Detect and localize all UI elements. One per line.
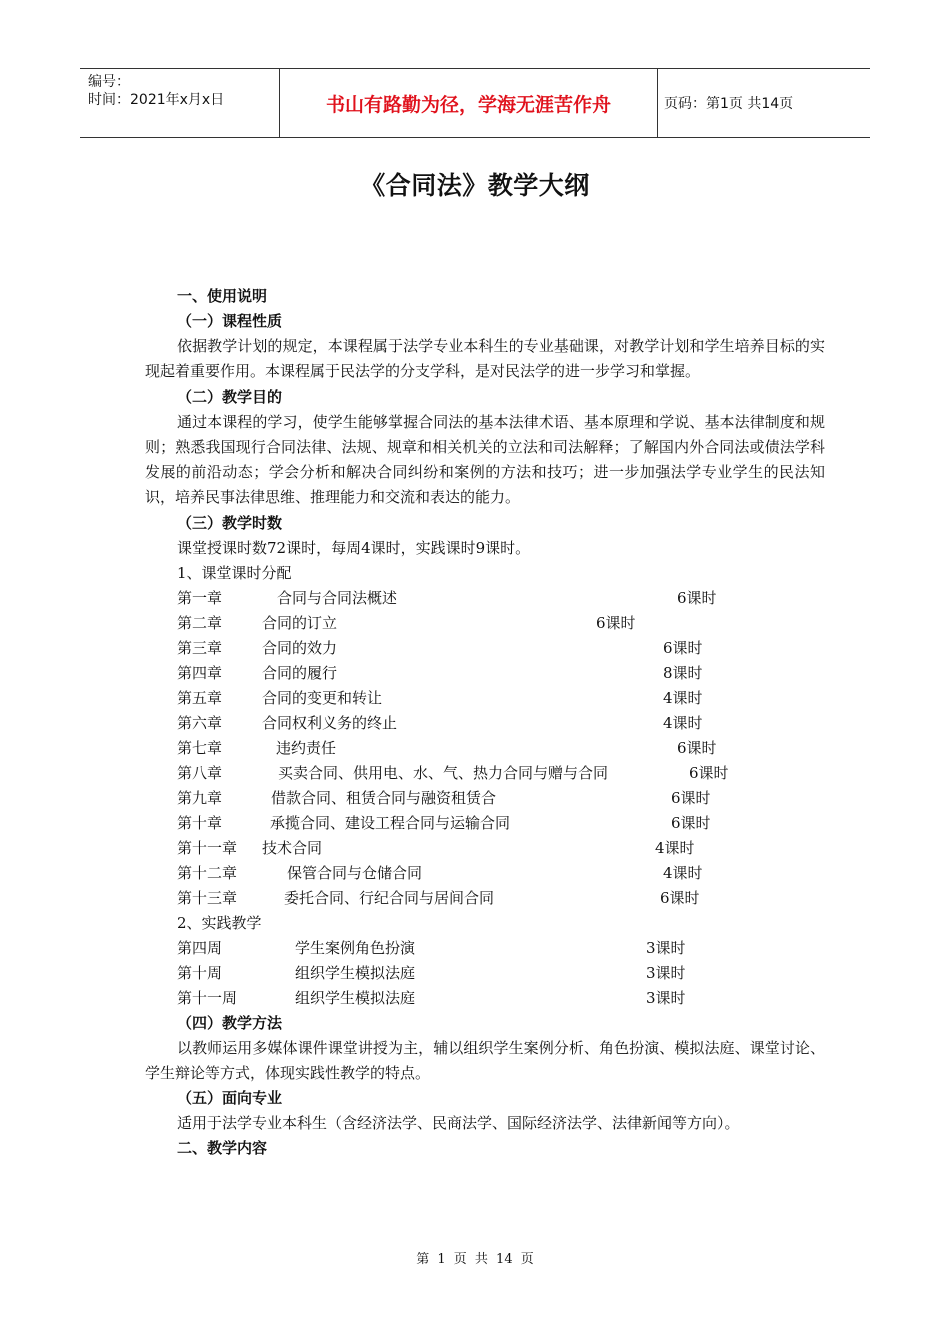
practice-name: 组织学生模拟法庭 [295,988,416,1007]
subsection-heading: （一）课程性质 [177,312,283,330]
chapter-hours: 6课时 [671,788,711,807]
chapter-number: 第十二章 [177,863,238,882]
list-heading: 1、课堂课时分配 [177,563,292,582]
chapter-name: 合同权利义务的终止 [262,713,398,732]
chapter-row [145,786,825,811]
chapter-row [145,611,825,636]
practice-week: 第十周 [177,963,223,982]
chapter-row [145,861,825,886]
practice-row [145,986,825,1011]
chapter-name: 合同的变更和转让 [262,688,383,707]
chapter-row [145,836,825,861]
chapter-row [145,636,825,661]
chapter-name: 保管合同与仓储合同 [287,863,423,882]
paragraph: 依据教学计划的规定，本课程属于法学专业本科生的专业基础课，对教学计划和学生培养目标的实现起着重要作用。本课程属于民法学的分支学科，是对民法学的进一步学习和掌握。 [145,337,825,381]
subsection-heading: （四）教学方法 [177,1013,283,1032]
chapter-number: 第九章 [177,788,223,807]
chapter-number: 第八章 [177,763,223,782]
document-body [145,284,825,1161]
chapter-name: 合同的效力 [262,638,338,657]
document-header [80,68,870,138]
chapter-name: 合同与合同法概述 [277,588,398,607]
subsection-heading: （二）教学目的 [177,387,283,406]
chapter-number: 第一章 [177,588,223,607]
chapter-name: 借款合同、租赁合同与融资租赁合 [271,788,497,807]
section-heading: 一、使用说明 [177,287,268,305]
chapter-number: 第十三章 [177,888,238,907]
practice-name: 学生案例角色扮演 [295,938,416,957]
chapter-name: 合同的履行 [262,663,338,682]
chapter-hours: 4课时 [663,688,703,707]
subsection-heading: （五）面向专业 [177,1089,283,1108]
chapter-row [145,661,825,686]
chapter-number: 第十一章 [177,838,238,857]
practice-week: 第十一周 [177,988,238,1007]
chapter-number: 第六章 [177,713,223,732]
motto-text: 书山有路勤为径，学海无涯苦作舟 [280,69,658,137]
chapter-hours: 6课时 [660,888,700,907]
list-heading: 2、实践教学 [177,913,262,932]
chapter-hours: 4课时 [655,838,695,857]
chapter-name: 违约责任 [276,738,337,757]
header-left-cell [80,69,280,137]
chapter-row [145,711,825,736]
chapter-name: 委托合同、行纪合同与居间合同 [284,888,495,907]
chapter-hours: 6课时 [677,738,717,757]
page-title: 《合同法》教学大纲 [360,171,590,200]
chapter-hours: 4课时 [663,863,703,882]
chapter-row [145,686,825,711]
chapter-row [145,761,825,786]
code-label: 编号： [88,74,130,90]
practice-row [145,936,825,961]
chapter-hours: 6课时 [596,613,636,632]
chapter-hours: 6课时 [671,813,711,832]
chapter-number: 第七章 [177,738,223,757]
time-label: 时间：2021年x月x日 [88,92,225,108]
paragraph: 以教师运用多媒体课件课堂讲授为主，辅以组织学生案例分析、角色扮演、模拟法庭、课堂讨论、学生辩论等方式，体现实践性教学的特点。 [145,1038,825,1083]
chapter-name: 承揽合同、建设工程合同与运输合同 [270,813,511,832]
chapter-hours: 4课时 [663,713,703,732]
chapter-name: 合同的订立 [262,613,338,632]
chapter-number: 第三章 [177,638,223,657]
paragraph: 通过本课程的学习，使学生能够掌握合同法的基本法律术语、基本原理和学说、基本法律制度和规则；熟悉我国现行合同法律、法规、规章和相关机关的立法和司法解释；了解国内外合同法或债法学科发展的前沿动态；学会分析和解决合同纠纷和案例的方法和技巧；进一步加强法学专业学生的民法知识，培养民事法律思维、推理能力和交流和表达的能力。 [145,412,825,507]
chapter-hours: 8课时 [663,663,703,682]
chapter-row [145,736,825,761]
subsection-heading: （三）教学时数 [177,513,283,532]
chapter-row [145,811,825,836]
practice-hours: 3课时 [646,963,686,982]
chapter-number: 第四章 [177,663,223,682]
chapter-hours: 6课时 [663,638,703,657]
page-info: 页码：第1页 共14页 [664,96,794,112]
chapter-number: 第十章 [177,813,223,832]
paragraph: 课堂授课时数72课时，每周4课时，实践课时9课时。 [177,538,531,557]
chapter-hours: 6课时 [689,763,729,782]
chapter-row [145,886,825,911]
practice-hours: 3课时 [646,938,686,957]
chapter-number: 第五章 [177,688,223,707]
chapter-name: 技术合同 [262,838,323,857]
practice-hours: 3课时 [646,988,686,1007]
chapter-hours: 6课时 [677,588,717,607]
chapter-number: 第二章 [177,613,223,632]
chapter-name: 买卖合同、供用电、水、气、热力合同与赠与合同 [278,763,609,782]
chapter-row [145,586,825,611]
paragraph: 适用于法学专业本科生（含经济法学、民商法学、国际经济法学、法律新闻等方向）。 [177,1114,740,1133]
practice-week: 第四周 [177,938,223,957]
practice-row [145,961,825,986]
section-heading: 二、教学内容 [177,1139,268,1158]
page-footer: 第 1 页 共 14 页 [416,1252,534,1267]
practice-name: 组织学生模拟法庭 [295,963,416,982]
